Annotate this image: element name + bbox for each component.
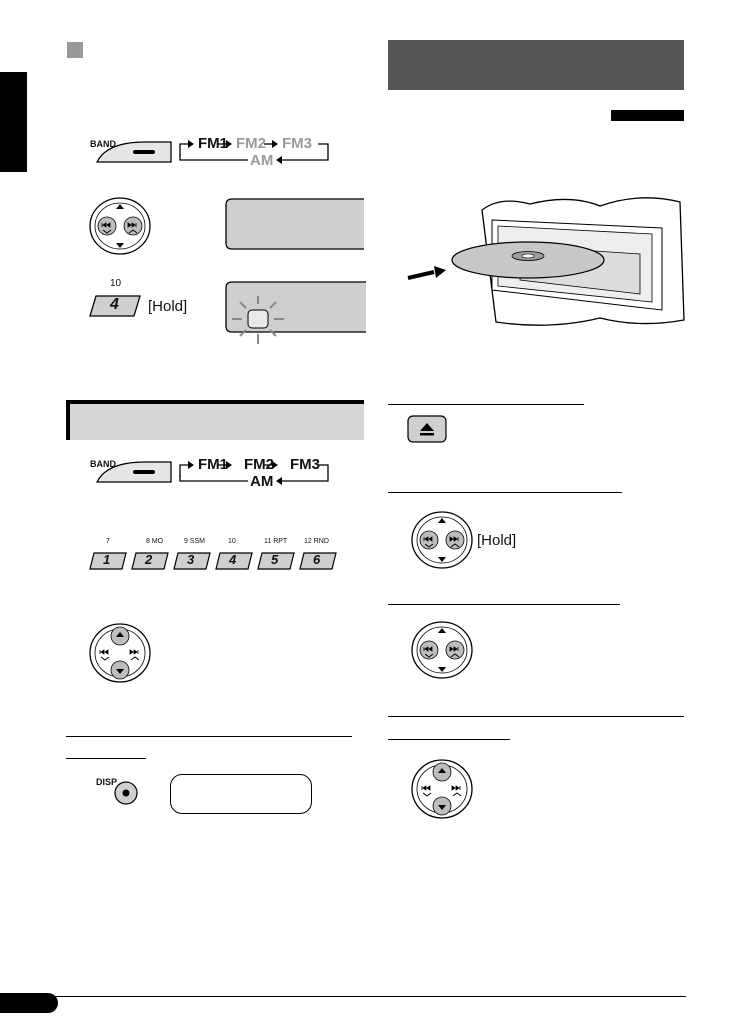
preset-key-3[interactable]: 3 — [187, 552, 195, 567]
rule-folder-short — [388, 739, 510, 740]
preset-top-label: 9 SSM — [184, 538, 206, 545]
black-tag — [611, 110, 684, 121]
display-panel-blinking — [220, 278, 366, 348]
rule-eject — [388, 404, 584, 405]
section-bullet — [67, 42, 83, 58]
rule-skip — [388, 604, 620, 605]
preset-top-label: 11 RPT — [264, 538, 288, 545]
language-tab — [0, 72, 27, 172]
divider-rule — [66, 736, 352, 737]
preset-key-1[interactable]: 1 — [103, 552, 111, 567]
preset-key-2[interactable]: 2 — [145, 552, 153, 567]
band-label-2: BAND — [90, 459, 116, 469]
rule-folder — [388, 716, 684, 717]
rule-hold — [388, 492, 622, 493]
preset-top-label: 10 — [228, 538, 236, 545]
section-header-2 — [66, 400, 364, 440]
band-label: BAND — [90, 139, 116, 149]
cd-insert-illustration — [400, 190, 690, 335]
band2-fm1: FM1 — [198, 456, 228, 473]
hold-label: [Hold] — [148, 298, 188, 315]
disp-display — [170, 774, 312, 814]
band2-fm3: FM3 — [290, 456, 320, 473]
band-button-2[interactable] — [85, 452, 175, 486]
display-panel — [224, 195, 364, 251]
preset-top-label: 8 MO — [146, 538, 164, 545]
preset-top-label: 12 RND — [304, 538, 329, 545]
control-dial-hold[interactable] — [410, 510, 474, 570]
preset-top-label: 7 — [106, 538, 110, 545]
band2-fm2: FM2 — [244, 456, 274, 473]
control-dial-skip[interactable] — [410, 620, 474, 680]
disp-button[interactable] — [112, 780, 140, 806]
band-fm1: FM1 — [198, 135, 228, 152]
band-am: AM — [250, 152, 274, 169]
footer-rule — [0, 996, 686, 997]
band2-am: AM — [250, 473, 274, 490]
control-dial-folder[interactable] — [410, 758, 474, 820]
band-button[interactable] — [85, 132, 175, 166]
divider-rule-short — [66, 758, 146, 759]
preset-hold-number: 10 — [110, 278, 122, 289]
control-dial-updown[interactable] — [88, 622, 152, 684]
eject-button[interactable] — [406, 414, 448, 444]
band-fm2: FM2 — [236, 135, 266, 152]
preset-key-label: 4 — [110, 296, 119, 313]
section-header-bar — [388, 40, 684, 90]
hold-label-right: [Hold] — [477, 532, 517, 549]
preset-key-4[interactable]: 4 — [229, 552, 237, 567]
band-fm3: FM3 — [282, 135, 312, 152]
preset-keys-shapes[interactable] — [88, 550, 338, 572]
preset-key-5[interactable]: 5 — [271, 552, 279, 567]
preset-key-6[interactable]: 6 — [313, 552, 321, 567]
disp-label: DISP — [96, 777, 118, 787]
control-dial[interactable] — [88, 196, 152, 256]
